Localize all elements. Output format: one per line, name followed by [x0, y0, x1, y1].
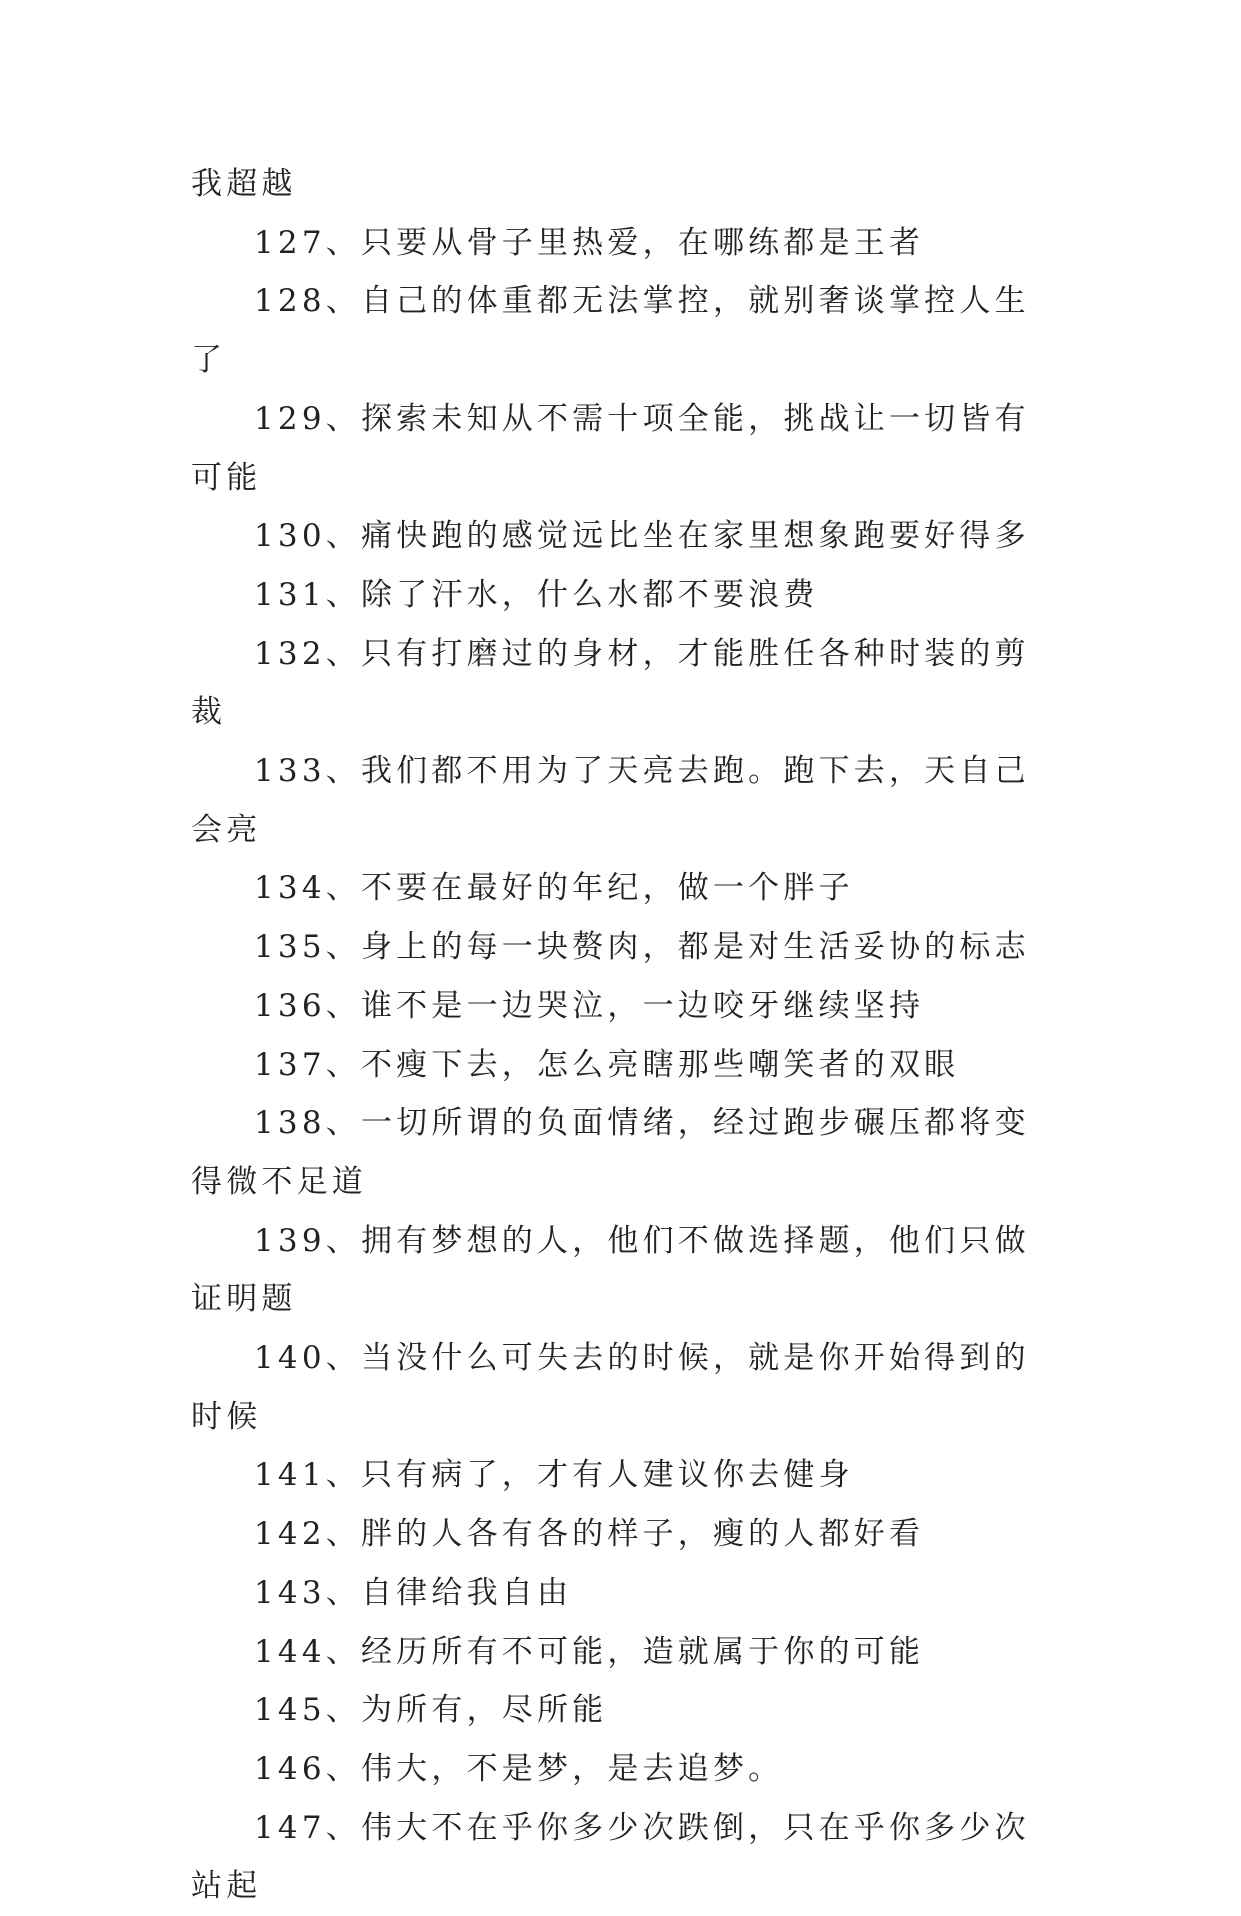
- list-item: 137、不瘦下去，怎么亮瞎那些嘲笑者的双眼: [254, 1046, 960, 1083]
- list-item: 144、经历所有不可能，造就属于你的可能: [254, 1633, 925, 1670]
- paragraph-continuation: 我超越: [191, 166, 297, 202]
- list-item: 145、为所有，尽所能: [254, 1692, 608, 1729]
- list-item: 146、伟大，不是梦，是去追梦。: [254, 1750, 784, 1787]
- list-item: 133、我们都不用为了天亮去跑。跑下去，天自己会亮: [191, 753, 1030, 848]
- list-item: 141、只有病了，才有人建议你去健身: [254, 1457, 854, 1494]
- list-item: 129、探索未知从不需十项全能，挑战让一切皆有可能: [191, 400, 1030, 496]
- list-item: 138、一切所谓的负面情绪，经过跑步碾压都将变得微不足道: [191, 1105, 1030, 1200]
- list-item: 130、痛快跑的感觉远比坐在家里想象跑要好得多: [254, 518, 1030, 555]
- list-item: 132、只有打磨过的身材，才能胜任各种时装的剪裁: [191, 635, 1030, 731]
- document-body: [191, 155, 1051, 1916]
- list-item: 134、不要在最好的年纪，做一个胖子: [254, 870, 854, 907]
- list-item: 136、谁不是一边哭泣，一边咬牙继续坚持: [254, 987, 925, 1024]
- list-item: 143、自律给我自由: [254, 1574, 573, 1611]
- list-item: 147、伟大不在乎你多少次跌倒，只在乎你多少次站起: [191, 1809, 1030, 1905]
- list-item: 135、身上的每一块赘肉，都是对生活妥协的标志: [254, 929, 1030, 966]
- list-item: 139、拥有梦想的人，他们不做选择题，他们只做证明题: [191, 1222, 1030, 1318]
- list-item: 131、除了汗水，什么水都不要浪费: [254, 576, 819, 613]
- list-item: 140、当没什么可失去的时候，就是你开始得到的时候: [191, 1340, 1030, 1435]
- list-item: 127、只要从骨子里热爱，在哪练都是王者: [254, 224, 925, 261]
- list-item: 128、自己的体重都无法掌控，就别奢谈掌控人生了: [191, 283, 1030, 379]
- list-item: 142、胖的人各有各的样子，瘦的人都好看: [254, 1516, 925, 1553]
